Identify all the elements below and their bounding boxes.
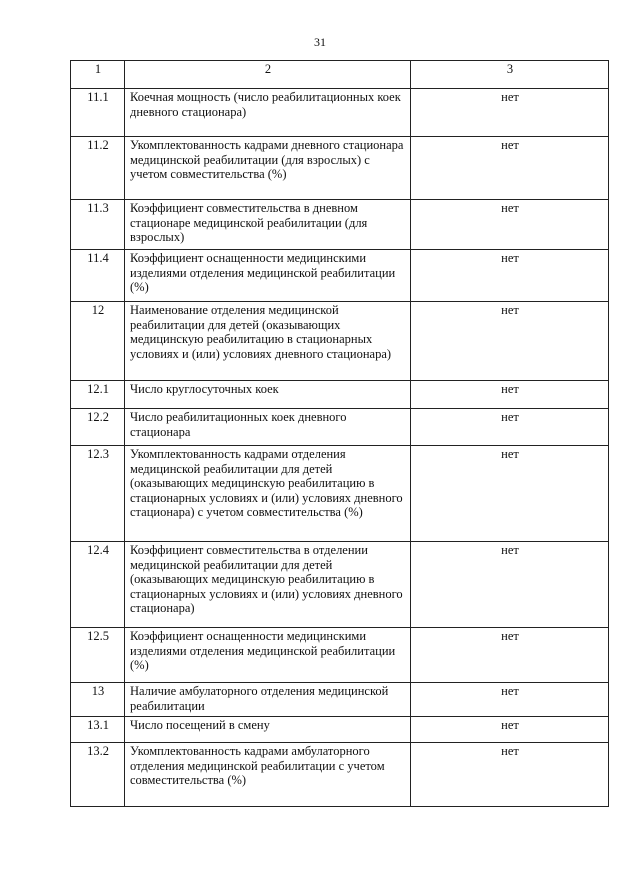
row-number-cell: 13 — [71, 683, 125, 717]
header-cell-2: 2 — [125, 61, 411, 89]
indicator-value-cell: нет — [411, 542, 609, 628]
indicator-value-cell: нет — [411, 446, 609, 542]
indicator-value-cell: нет — [411, 89, 609, 137]
row-number-cell: 11.2 — [71, 137, 125, 200]
table-row — [71, 250, 609, 302]
row-number-cell: 11.3 — [71, 200, 125, 250]
row-number-cell: 13.2 — [71, 743, 125, 807]
table-row — [71, 743, 609, 807]
table-row — [71, 200, 609, 250]
header-cell-1: 1 — [71, 61, 125, 89]
indicator-value-cell: нет — [411, 200, 609, 250]
table-row — [71, 683, 609, 717]
table-row — [71, 381, 609, 409]
table-row — [71, 717, 609, 743]
indicator-name-cell: Наличие амбулаторного отделения медицинской реабилитации — [125, 683, 411, 717]
indicator-name-cell: Коечная мощность (число реабилитационных коек дневного стационара) — [125, 89, 411, 137]
indicator-name-cell: Коэффициент оснащенности медицинскими изделиями отделения медицинской реабилитации (%) — [125, 250, 411, 302]
row-number-cell: 12.2 — [71, 409, 125, 446]
row-number-cell: 12.5 — [71, 628, 125, 683]
indicator-name-cell: Укомплектованность кадрами отделения медицинской реабилитации для детей (оказывающих медицинскую реабилитацию в стационарных условиях и (или) условиях дневного стационара) с учетом совместительства (%) — [125, 446, 411, 542]
indicator-name-cell: Коэффициент совместительства в дневном стационаре медицинской реабилитации (для взрослых) — [125, 200, 411, 250]
table-row — [71, 542, 609, 628]
row-number-cell: 12.1 — [71, 381, 125, 409]
indicator-name-cell: Число реабилитационных коек дневного стационара — [125, 409, 411, 446]
indicator-name-cell: Число круглосуточных коек — [125, 381, 411, 409]
indicator-name-cell: Коэффициент совместительства в отделении медицинской реабилитации для детей (оказывающих медицинскую реабилитацию в стационарных условиях и (или) условиях дневного стационара) — [125, 542, 411, 628]
indicator-value-cell: нет — [411, 683, 609, 717]
indicator-name-cell: Укомплектованность кадрами дневного стационара медицинской реабилитации (для взрослых) с учетом совместительства (%) — [125, 137, 411, 200]
table-row — [71, 628, 609, 683]
indicator-value-cell: нет — [411, 743, 609, 807]
row-number-cell: 12.3 — [71, 446, 125, 542]
page-number: 31 — [314, 35, 326, 49]
indicator-value-cell: нет — [411, 137, 609, 200]
table-row — [71, 409, 609, 446]
indicator-name-cell: Укомплектованность кадрами амбулаторного отделения медицинской реабилитации с учетом совместительства (%) — [125, 743, 411, 807]
indicator-value-cell: нет — [411, 250, 609, 302]
row-number-cell: 11.1 — [71, 89, 125, 137]
table-row — [71, 89, 609, 137]
header-cell-3: 3 — [411, 61, 609, 89]
table-row — [71, 137, 609, 200]
table-row — [71, 446, 609, 542]
row-number-cell: 13.1 — [71, 717, 125, 743]
indicator-value-cell: нет — [411, 302, 609, 381]
indicator-name-cell: Коэффициент оснащенности медицинскими изделиями отделения медицинской реабилитации (%) — [125, 628, 411, 683]
indicator-value-cell: нет — [411, 628, 609, 683]
indicator-value-cell: нет — [411, 717, 609, 743]
row-number-cell: 12 — [71, 302, 125, 381]
row-number-cell: 12.4 — [71, 542, 125, 628]
indicator-value-cell: нет — [411, 409, 609, 446]
table-header-row — [71, 61, 609, 89]
table-row — [71, 302, 609, 381]
row-number-cell: 11.4 — [71, 250, 125, 302]
indicators-table — [70, 60, 609, 807]
indicator-value-cell: нет — [411, 381, 609, 409]
indicator-name-cell: Наименование отделения медицинской реабилитации для детей (оказывающих медицинскую реабилитацию в стационарных условиях и (или) условиях дневного стационара) — [125, 302, 411, 381]
indicator-name-cell: Число посещений в смену — [125, 717, 411, 743]
